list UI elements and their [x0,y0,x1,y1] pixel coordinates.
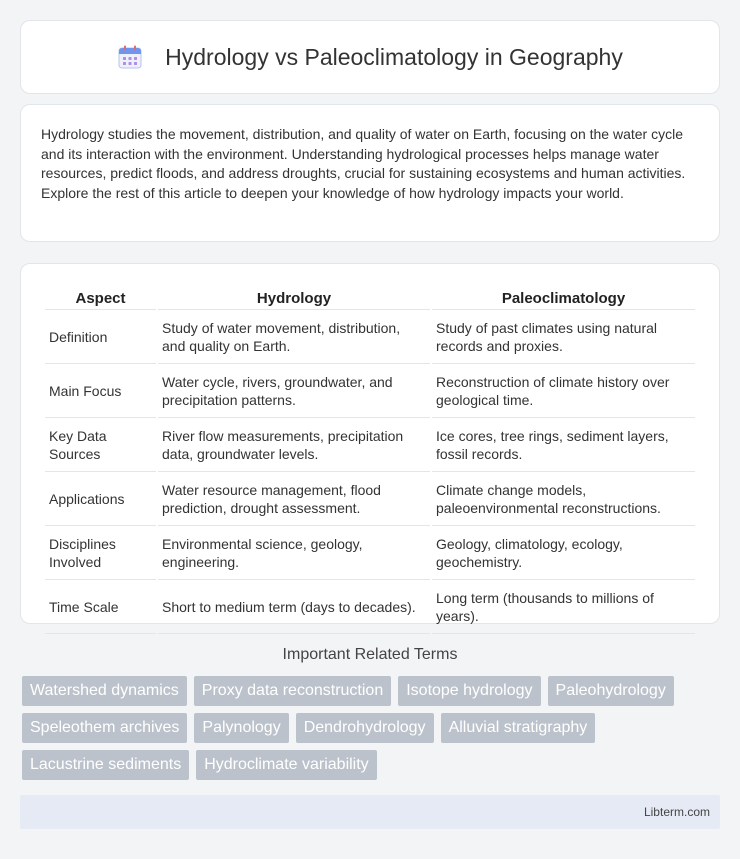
cell-paleoclimatology: Geology, climatology, ecology, geochemistry. [432,528,695,580]
cell-aspect: Main Focus [45,366,156,418]
cell-paleoclimatology: Long term (thousands to millions of years). [432,582,695,634]
related-term-tag[interactable]: Lacustrine sediments [22,750,189,780]
related-term-tag[interactable]: Proxy data reconstruction [194,676,391,706]
related-term-tag[interactable]: Alluvial stratigraphy [441,713,596,743]
cell-aspect: Key Data Sources [45,420,156,472]
related-term-tag[interactable]: Speleothem archives [22,713,187,743]
table-row [45,582,695,634]
header-paleoclimatology: Paleoclimatology [432,286,695,310]
intro-paragraph: Hydrology studies the movement, distribution, and quality of water on Earth, focusing on the water cycle and its interaction with the environment. Understanding hydrological processes helps manage water resources, predict floods, and address droughts, crucial for sustaining ecosystems and human activities. Explore the rest of this article to deepen your knowledge of how hydrology impacts your world. [41,126,686,201]
cell-hydrology: Study of water movement, distribution, and quality on Earth. [158,312,430,364]
cell-hydrology: Water cycle, rivers, groundwater, and precipitation patterns. [158,366,430,418]
cell-aspect: Definition [45,312,156,364]
cell-aspect: Time Scale [45,582,156,634]
related-terms-heading: Important Related Terms [282,646,458,663]
calendar-icon [117,44,143,70]
related-terms-list [22,676,722,780]
related-term-tag[interactable]: Isotope hydrology [398,676,540,706]
table-row [45,366,695,418]
table-row [45,312,695,364]
related-term-tag[interactable]: Paleohydrology [548,676,674,706]
cell-hydrology: Water resource management, flood prediction, drought assessment. [158,474,430,526]
related-term-tag[interactable]: Palynology [194,713,288,743]
related-term-tag[interactable]: Watershed dynamics [22,676,187,706]
footer-brand-link[interactable]: Libterm.com [643,805,710,819]
table-header-row [45,286,695,310]
header-aspect: Aspect [45,286,156,310]
intro-card [20,104,720,242]
cell-paleoclimatology: Reconstruction of climate history over geological time. [432,366,695,418]
cell-paleoclimatology: Ice cores, tree rings, sediment layers, fossil records. [432,420,695,472]
cell-hydrology: River flow measurements, precipitation data, groundwater levels. [158,420,430,472]
table-row [45,528,695,580]
cell-aspect: Disciplines Involved [45,528,156,580]
related-term-tag[interactable]: Dendrohydrology [296,713,434,743]
comparison-table [43,284,697,636]
related-term-tag[interactable]: Hydroclimate variability [196,750,377,780]
page-title: Hydrology vs Paleoclimatology in Geography [165,43,623,70]
header-card [20,20,720,94]
footer [20,795,720,829]
table-row [45,474,695,526]
cell-hydrology: Environmental science, geology, engineering. [158,528,430,580]
cell-paleoclimatology: Climate change models, paleoenvironmental reconstructions. [432,474,695,526]
cell-aspect: Applications [45,474,156,526]
comparison-table-card [20,263,720,624]
cell-paleoclimatology: Study of past climates using natural records and proxies. [432,312,695,364]
header-hydrology: Hydrology [158,286,430,310]
table-row [45,420,695,472]
cell-hydrology: Short to medium term (days to decades). [158,582,430,634]
